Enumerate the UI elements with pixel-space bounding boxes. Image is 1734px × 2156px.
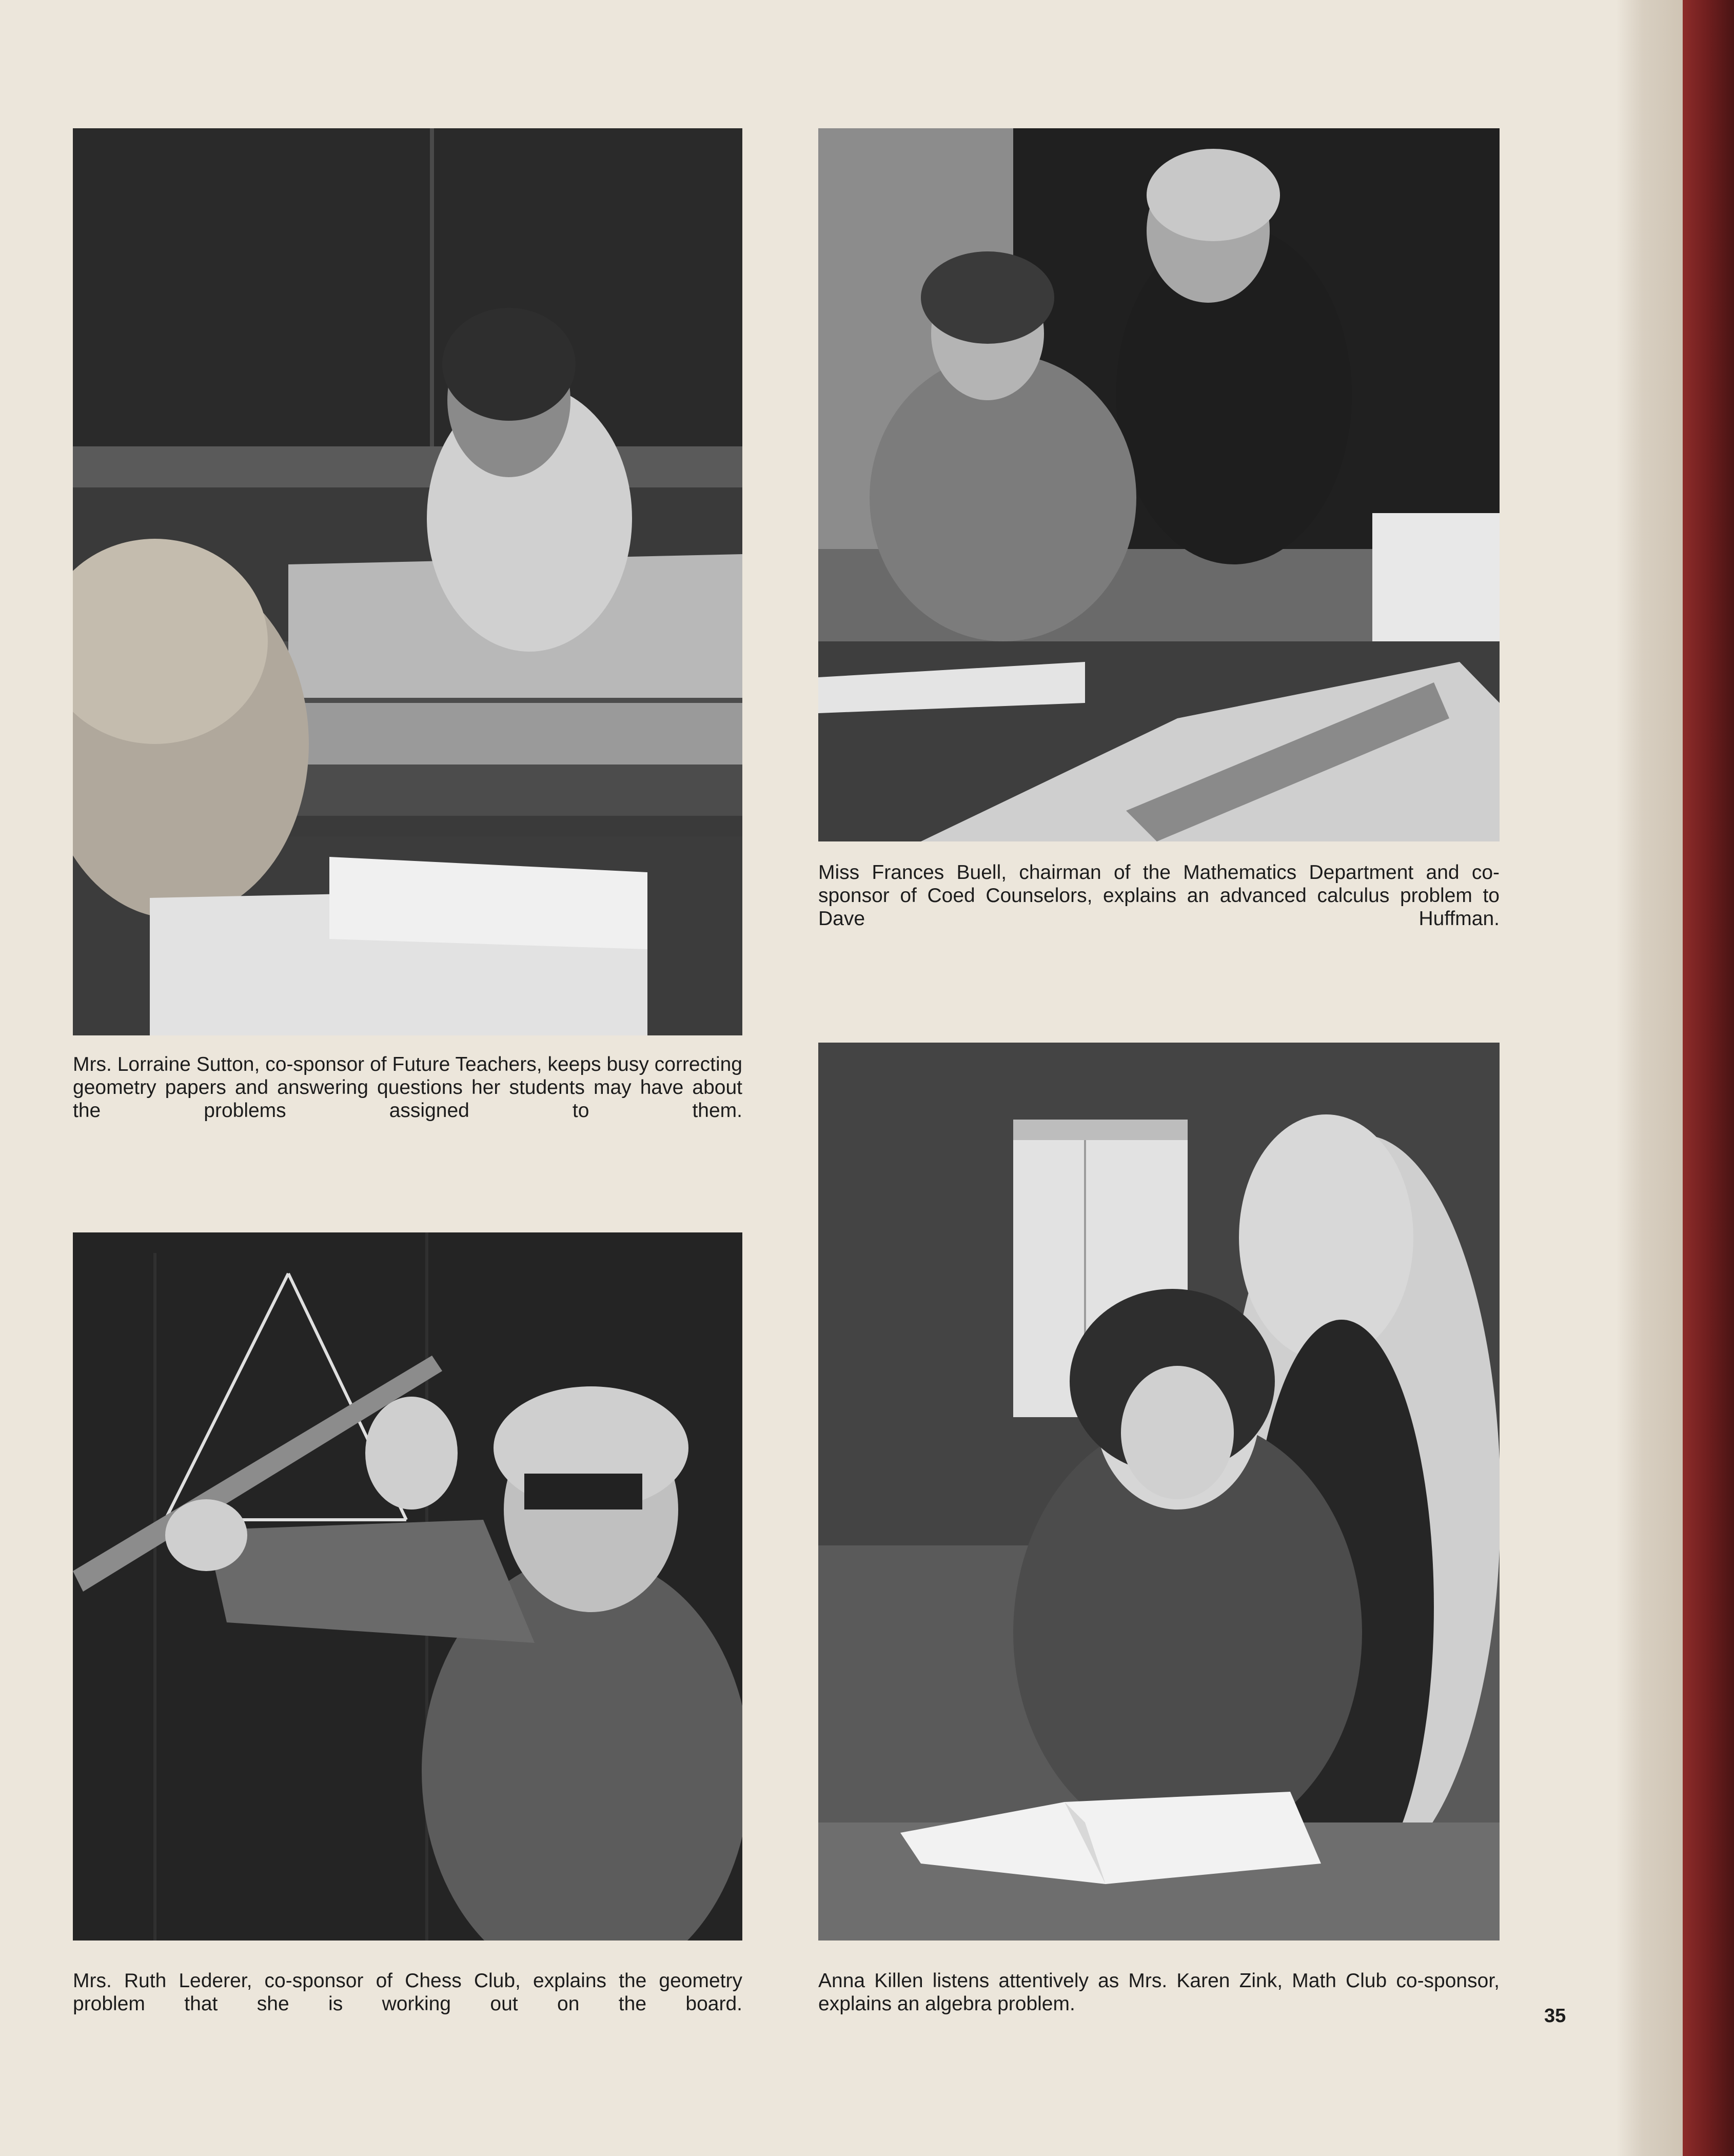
photo-ruth-lederer [73,1232,742,1941]
book-cover-edge [1683,0,1734,2156]
caption-karen-zink: Anna Killen listens attentively as Mrs. Karen Zink, Math Club co-sponsor, explains an algebra problem. [818,1970,1500,2015]
photo-lorraine-sutton [73,128,742,1035]
page-number: 35 [1544,2005,1566,2027]
photo-frances-buell [818,128,1500,841]
caption-lorraine-sutton: Mrs. Lorraine Sutton, co-sponsor of Future Teachers, keeps busy correcting geometry papers and answering questions her students may have about the problems assigned to them. [73,1053,742,1122]
caption-ruth-lederer: Mrs. Ruth Lederer, co-sponsor of Chess Club, explains the geometry problem that she is working out on the board. [73,1970,742,2015]
caption-frances-buell: Miss Frances Buell, chairman of the Mathematics Department and co-sponsor of Coed Counselors, explains an advanced calculus problem to Dave Huffman. [818,861,1500,930]
page-gutter [1616,0,1683,2156]
photo-karen-zink [818,1043,1500,1941]
